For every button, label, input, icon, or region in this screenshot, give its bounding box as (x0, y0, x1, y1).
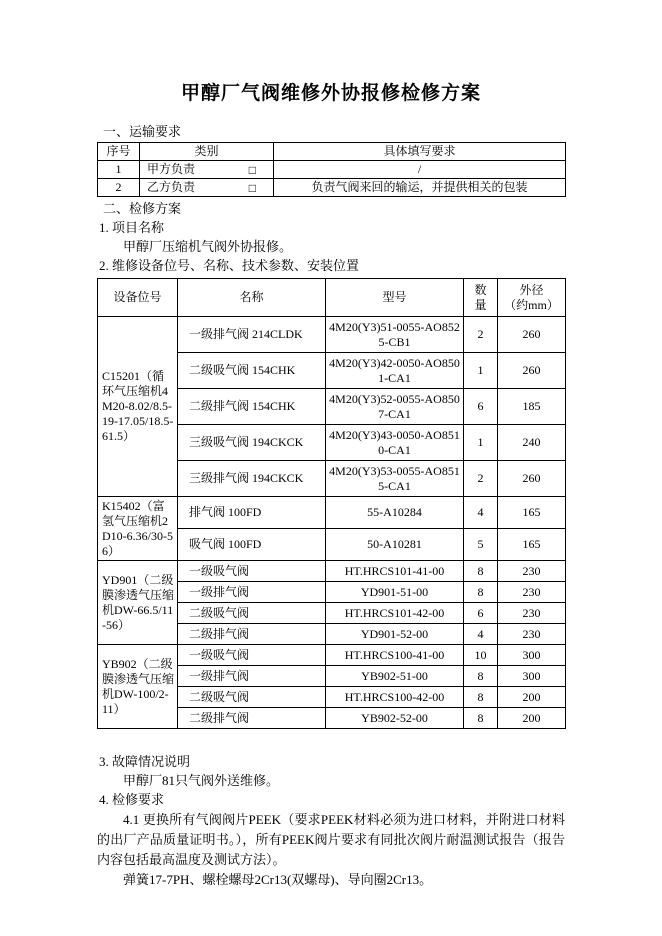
item4-paragraph-1: 4.1 更换所有气阀阀片PEEK（要求PEEK材料必须为进口材料，并附进口材料的出厂产品质量证明书。），所有PEEK阀片要求有同批次阀片耐温测试报告（报告内容包括最高温度及测试方法）。 (97, 812, 565, 867)
equip-od-cell: 230 (498, 624, 566, 645)
item4-heading: 4. 检修要求 (99, 792, 165, 807)
equip-name-cell: 三级吸气阀 194CKCK (178, 425, 326, 461)
equip-header-model: 型号 (326, 279, 464, 317)
equip-header-name: 名称 (178, 279, 326, 317)
equip-name-cell: 二级吸气阀 (178, 687, 326, 708)
equip-name-cell: 二级排气阀 (178, 708, 326, 729)
table-row (98, 497, 566, 529)
equip-od-cell: 230 (498, 582, 566, 603)
equip-qty-cell: 4 (464, 624, 498, 645)
table-row (98, 645, 566, 666)
transport-table-header-row (98, 143, 566, 161)
equip-qty-cell: 10 (464, 645, 498, 666)
table-row (98, 161, 566, 179)
equip-header-od-line2: （约mm） (504, 297, 559, 312)
section-transport-heading: 一、运输要求 (103, 124, 182, 139)
equip-od-cell: 300 (498, 666, 566, 687)
transport-header-category: 类别 (140, 143, 274, 161)
equip-od-cell: 200 (498, 687, 566, 708)
item1-heading: 1. 项目名称 (99, 220, 165, 235)
transport-header-requirement: 具体填写要求 (274, 143, 566, 161)
category-label: 甲方负责 (147, 162, 196, 176)
document-content (97, 78, 565, 890)
transport-cell-category (140, 179, 274, 197)
equip-qty-cell: 8 (464, 666, 498, 687)
equip-qty-cell: 2 (464, 461, 498, 497)
equip-tag-cell: C15201（循环气压缩机4M20-8.02/8.5-19-17.05/18.5-61.5） (98, 317, 178, 497)
equip-qty-cell: 8 (464, 561, 498, 582)
equip-name-cell: 二级吸气阀 (178, 603, 326, 624)
equip-name-cell: 吸气阀 100FD (178, 529, 326, 561)
equip-qty-cell: 8 (464, 708, 498, 729)
equip-model-cell: YD901-51-00 (326, 582, 464, 603)
equip-qty-cell: 4 (464, 497, 498, 529)
equip-od-cell: 185 (498, 389, 566, 425)
equip-name-cell: 一级排气阀 (178, 582, 326, 603)
transport-header-no: 序号 (98, 143, 140, 161)
equip-tag-cell: YB902（二级膜渗透气压缩机DW-100/2-11） (98, 645, 178, 729)
equip-model-cell: YB902-52-00 (326, 708, 464, 729)
equip-name-cell: 一级吸气阀 (178, 645, 326, 666)
equip-name-cell: 排气阀 100FD (178, 497, 326, 529)
equip-qty-cell: 5 (464, 529, 498, 561)
equip-header-od (498, 279, 566, 317)
equipment-table-header-row (98, 279, 566, 317)
equip-header-od-line1: 外径 (519, 282, 544, 297)
equip-model-cell: 4M20(Y3)42-0050-AO8501-CA1 (326, 353, 464, 389)
equip-name-cell: 一级吸气阀 (178, 561, 326, 582)
equip-qty-cell: 1 (464, 425, 498, 461)
item4-paragraph-2: 弹簧17-7PH、螺栓螺母2Cr13(双螺母)、导向圈2Cr13。 (123, 872, 433, 887)
checkbox-icon[interactable]: □ (248, 180, 256, 195)
category-label: 乙方负责 (147, 180, 196, 194)
table-row (98, 179, 566, 197)
tail-section (97, 753, 565, 890)
equip-od-cell: 260 (498, 461, 566, 497)
transport-cell-no: 2 (98, 179, 140, 197)
equip-model-cell: HT.HRCS101-41-00 (326, 561, 464, 582)
equip-od-cell: 260 (498, 317, 566, 353)
equip-name-cell: 二级排气阀 154CHK (178, 389, 326, 425)
equipment-table (97, 278, 566, 729)
equip-model-cell: HT.HRCS100-41-00 (326, 645, 464, 666)
equip-qty-cell: 6 (464, 389, 498, 425)
item3-heading: 3. 故障情况说明 (99, 754, 191, 769)
item3-body: 甲醇厂81只气阀外送维修。 (123, 773, 280, 788)
transport-table (97, 142, 566, 197)
equip-od-cell: 260 (498, 353, 566, 389)
equip-model-cell: 4M20(Y3)51-0055-AO8525-CB1 (326, 317, 464, 353)
equip-name-cell: 三级排气阀 194CKCK (178, 461, 326, 497)
transport-cell-requirement: / (274, 161, 566, 179)
equip-od-cell: 230 (498, 561, 566, 582)
section-repair-heading: 二、检修方案 (103, 201, 182, 216)
equip-model-cell: HT.HRCS100-42-00 (326, 687, 464, 708)
table-row (98, 561, 566, 582)
equip-od-cell: 230 (498, 603, 566, 624)
equip-tag-cell: YD901（二级膜渗透气压缩机DW-66.5/11-56） (98, 561, 178, 645)
equip-model-cell: 4M20(Y3)53-0055-AO8515-CA1 (326, 461, 464, 497)
equip-model-cell: HT.HRCS101-42-00 (326, 603, 464, 624)
equip-od-cell: 165 (498, 529, 566, 561)
equip-model-cell: 55-A10284 (326, 497, 464, 529)
equip-model-cell: YB902-51-00 (326, 666, 464, 687)
equip-qty-cell: 2 (464, 317, 498, 353)
equip-qty-cell: 8 (464, 582, 498, 603)
equip-name-cell: 一级排气阀 214CLDK (178, 317, 326, 353)
equip-header-qty (464, 279, 498, 317)
equip-model-cell: 4M20(Y3)43-0050-AO8510-CA1 (326, 425, 464, 461)
equip-header-qty-label: 数量 (474, 282, 487, 312)
equip-name-cell: 一级排气阀 (178, 666, 326, 687)
transport-cell-requirement: 负责气阀来回的输运，并提供相关的包装 (274, 179, 566, 197)
equip-od-cell: 240 (498, 425, 566, 461)
equip-model-cell: 50-A10281 (326, 529, 464, 561)
page-title: 甲醇厂气阀维修外协报修检修方案 (180, 83, 481, 104)
equip-name-cell: 二级排气阀 (178, 624, 326, 645)
equip-header-tag: 设备位号 (98, 279, 178, 317)
equip-model-cell: 4M20(Y3)52-0055-AO8507-CA1 (326, 389, 464, 425)
item1-body: 甲醇厂压缩机气阀外协报修。 (123, 239, 293, 254)
checkbox-icon[interactable]: □ (248, 162, 256, 177)
equip-qty-cell: 6 (464, 603, 498, 624)
equip-od-cell: 200 (498, 708, 566, 729)
equip-qty-cell: 8 (464, 687, 498, 708)
transport-cell-no: 1 (98, 161, 140, 179)
equip-od-cell: 300 (498, 645, 566, 666)
equip-name-cell: 二级吸气阀 154CHK (178, 353, 326, 389)
equip-model-cell: YD901-52-00 (326, 624, 464, 645)
item2-heading: 2. 维修设备位号、名称、技术参数、安装位置 (99, 258, 360, 273)
equip-tag-cell: K15402（富氢气压缩机2D10-6.36/30-56） (98, 497, 178, 561)
transport-cell-category (140, 161, 274, 179)
equip-od-cell: 165 (498, 497, 566, 529)
table-row (98, 317, 566, 353)
equip-qty-cell: 1 (464, 353, 498, 389)
